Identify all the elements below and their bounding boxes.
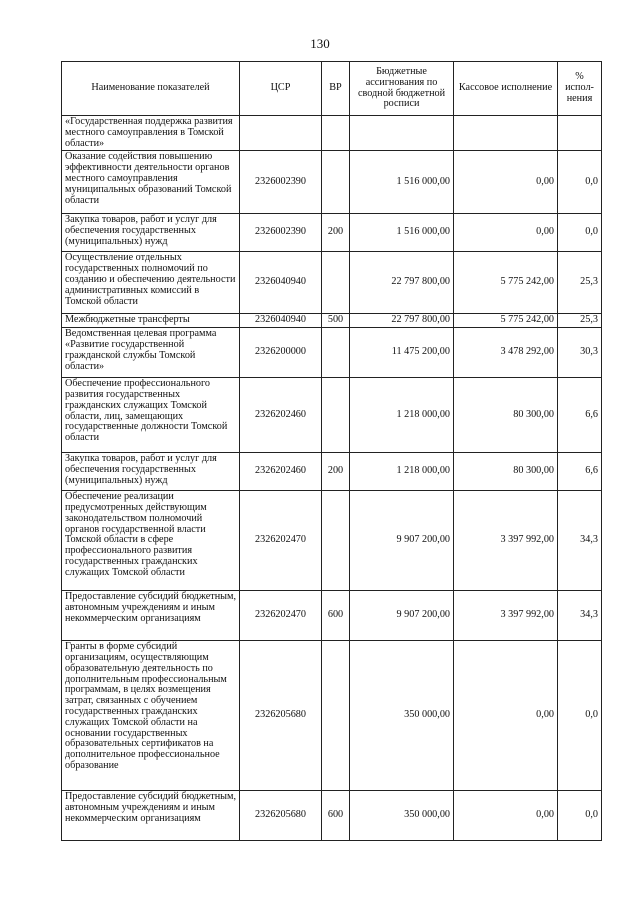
row-assignment: 22 797 800,00 — [350, 252, 454, 314]
row-execution: 5 775 242,00 — [454, 252, 558, 314]
row-csr: 2326202470 — [240, 491, 322, 591]
row-execution: 3 478 292,00 — [454, 328, 558, 378]
table-row — [62, 252, 602, 314]
row-vr: 600 — [322, 591, 350, 641]
row-execution: 80 300,00 — [454, 453, 558, 491]
table-row — [62, 151, 602, 214]
table-header-row — [62, 62, 602, 116]
page-number: 130 — [310, 36, 330, 51]
row-percent: 34,3 — [558, 591, 602, 641]
row-vr: 200 — [322, 453, 350, 491]
row-execution: 0,00 — [454, 151, 558, 214]
row-name: Ведомственная целевая программа «Развитие государственной гражданской службы Томской области» — [62, 328, 240, 378]
row-execution: 0,00 — [454, 641, 558, 791]
row-percent: 25,3 — [558, 252, 602, 314]
row-execution: 3 397 992,00 — [454, 591, 558, 641]
row-vr — [322, 491, 350, 591]
table-row — [62, 116, 602, 151]
row-vr: 500 — [322, 314, 350, 328]
table-row — [62, 641, 602, 791]
row-csr: 2326040940 — [240, 314, 322, 328]
table-row — [62, 491, 602, 591]
row-percent: 30,3 — [558, 328, 602, 378]
row-percent: 25,3 — [558, 314, 602, 328]
row-percent: 34,3 — [558, 491, 602, 591]
row-name: Предоставление субсидий бюджетным, автономным учреждениям и иным некоммерческим организациям — [62, 791, 240, 841]
row-assignment: 9 907 200,00 — [350, 591, 454, 641]
row-name: «Государственная поддержка развития местного самоуправления в Томской области» — [62, 116, 240, 151]
row-assignment: 1 516 000,00 — [350, 151, 454, 214]
row-execution: 0,00 — [454, 214, 558, 252]
col-header-percent: % испол-нения — [558, 62, 602, 116]
row-vr — [322, 328, 350, 378]
row-percent — [558, 116, 602, 151]
row-assignment: 22 797 800,00 — [350, 314, 454, 328]
row-name: Предоставление субсидий бюджетным, автономным учреждениям и иным некоммерческим организациям — [62, 591, 240, 641]
table-row — [62, 791, 602, 841]
row-assignment: 350 000,00 — [350, 641, 454, 791]
col-header-csr: ЦСР — [240, 62, 322, 116]
row-percent: 0,0 — [558, 214, 602, 252]
row-execution: 80 300,00 — [454, 378, 558, 453]
row-csr: 2326002390 — [240, 151, 322, 214]
row-execution: 3 397 992,00 — [454, 491, 558, 591]
row-assignment: 11 475 200,00 — [350, 328, 454, 378]
table-row — [62, 453, 602, 491]
row-csr: 2326202470 — [240, 591, 322, 641]
row-csr: 2326200000 — [240, 328, 322, 378]
table-row — [62, 314, 602, 328]
row-csr: 2326040940 — [240, 252, 322, 314]
row-name: Межбюджетные трансферты — [62, 314, 240, 328]
row-name: Закупка товаров, работ и услуг для обеспечения государственных (муниципальных) нужд — [62, 214, 240, 252]
row-assignment: 1 218 000,00 — [350, 378, 454, 453]
col-header-assignments: Бюджетные ассигнования по сводной бюджетной росписи — [350, 62, 454, 116]
row-execution: 0,00 — [454, 791, 558, 841]
row-name: Осуществление отдельных государственных полномочий по созданию и обеспечению деятельности административных комиссий в Томской области — [62, 252, 240, 314]
col-header-vr: ВР — [322, 62, 350, 116]
row-vr — [322, 641, 350, 791]
row-vr: 600 — [322, 791, 350, 841]
col-header-name: Наименование показателей — [62, 62, 240, 116]
table-row — [62, 328, 602, 378]
row-execution — [454, 116, 558, 151]
row-assignment — [350, 116, 454, 151]
row-vr: 200 — [322, 214, 350, 252]
row-vr — [322, 252, 350, 314]
row-percent: 0,0 — [558, 641, 602, 791]
row-percent: 6,6 — [558, 378, 602, 453]
table-row — [62, 214, 602, 252]
row-csr: 2326205680 — [240, 791, 322, 841]
row-assignment: 350 000,00 — [350, 791, 454, 841]
row-name: Оказание содействия повышению эффективности деятельности органов местного самоуправления муниципальных образований Томской области — [62, 151, 240, 214]
row-assignment: 1 218 000,00 — [350, 453, 454, 491]
row-csr: 2326002390 — [240, 214, 322, 252]
row-assignment: 1 516 000,00 — [350, 214, 454, 252]
row-percent: 0,0 — [558, 151, 602, 214]
row-csr — [240, 116, 322, 151]
budget-execution-table — [61, 61, 602, 841]
row-csr: 2326202460 — [240, 378, 322, 453]
row-assignment: 9 907 200,00 — [350, 491, 454, 591]
row-vr — [322, 151, 350, 214]
row-name: Гранты в форме субсидий организациям, осуществляющим образовательную деятельность по дополнительным профессиональным программам, в целях возмещения затрат, связанных с обучением государственных гражданских служащих Томской области на основании государственных образовательных сертификатов на дополнительное профессиональное образование — [62, 641, 240, 791]
row-csr: 2326202460 — [240, 453, 322, 491]
row-name: Обеспечение профессионального развития государственных гражданских служащих Томской области, лиц, замещающих государственные должности Томской области — [62, 378, 240, 453]
row-name: Закупка товаров, работ и услуг для обеспечения государственных (муниципальных) нужд — [62, 453, 240, 491]
row-percent: 0,0 — [558, 791, 602, 841]
table-row — [62, 378, 602, 453]
row-vr — [322, 116, 350, 151]
table-row — [62, 591, 602, 641]
row-vr — [322, 378, 350, 453]
row-name: Обеспечение реализации предусмотренных действующим законодательством полномочий органов государственной власти Томской области в сфере профессионального развития государственных гражданских служащих Томской области — [62, 491, 240, 591]
row-percent: 6,6 — [558, 453, 602, 491]
row-csr: 2326205680 — [240, 641, 322, 791]
col-header-execution: Кассовое исполнение — [454, 62, 558, 116]
row-execution: 5 775 242,00 — [454, 314, 558, 328]
